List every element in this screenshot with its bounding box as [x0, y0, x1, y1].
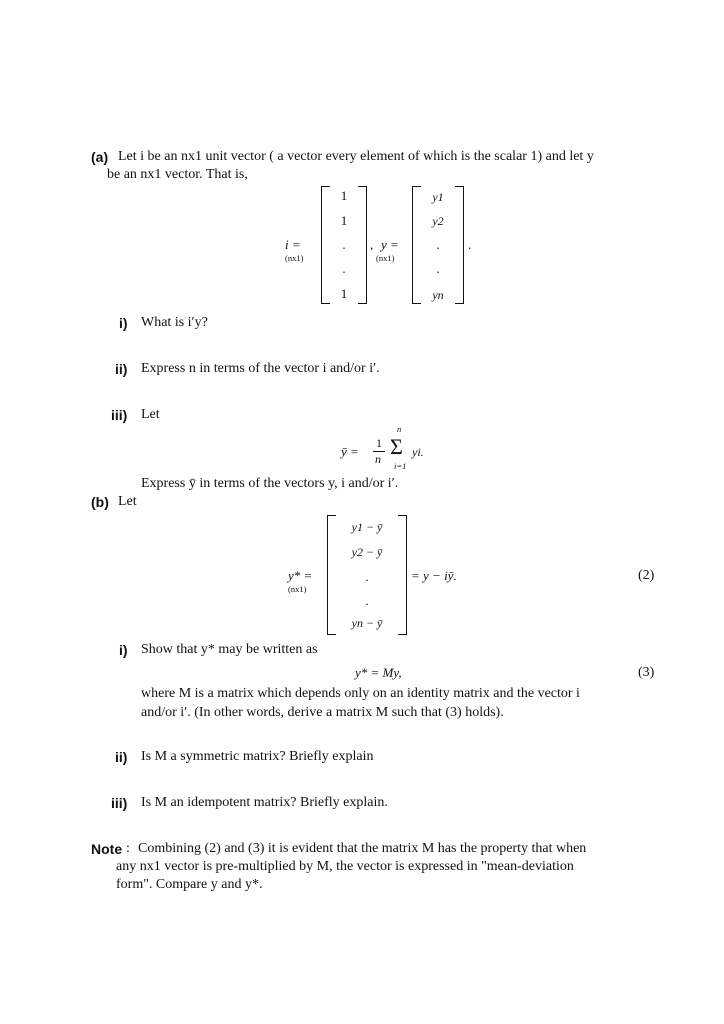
ybar-lhs: ȳ = — [341, 444, 359, 459]
note-line-1: Combining (2) and (3) it is evident that the matrix M has the property that when — [138, 841, 587, 856]
sum-symbol: Σ — [390, 434, 403, 459]
note-line-3: form". Compare y and y*. — [116, 877, 263, 892]
y-entry: y1 — [432, 190, 444, 204]
part-b-text: Let — [118, 494, 137, 509]
i-left-bracket — [321, 186, 330, 304]
part-a-label: (a) — [91, 149, 109, 165]
equation-number-3: (3) — [638, 665, 655, 680]
ybar-fraction-numerator: 1 — [376, 436, 382, 450]
i-entry: 1 — [340, 213, 348, 228]
ybar-summand: yi. — [412, 445, 424, 459]
part-b-question-1-text: Show that y* may be written as — [141, 642, 318, 657]
i-entry: 1 — [340, 286, 348, 301]
i-entry: . — [342, 237, 346, 252]
i-entry: 1 — [340, 188, 348, 203]
note-line-2: any nx1 vector is pre-multiplied by M, the vector is expressed in "mean-deviation — [116, 859, 574, 874]
part-a-question-1-label: i) — [119, 315, 128, 331]
y-entry: yn — [432, 288, 444, 302]
part-b-question-1-where-2: and/or i′. (In other words, derive a matrix M such that (3) holds). — [141, 705, 504, 720]
ystar-left-bracket — [327, 515, 336, 635]
y-vector-lhs: y = — [381, 237, 399, 252]
vector-end-period: . — [468, 237, 472, 252]
part-a-question-3-text: Let — [141, 407, 160, 422]
part-b-question-1-label: i) — [119, 642, 128, 658]
ystar-entry: y1 − ȳ — [351, 520, 383, 534]
equation-number-2: (2) — [638, 568, 655, 583]
y-left-bracket — [412, 186, 421, 304]
ystar-rhs: = y − iȳ. — [411, 568, 457, 583]
part-b-question-3-label: iii) — [111, 795, 128, 811]
ystar-entry: y2 − ȳ — [351, 545, 383, 559]
i-vector-lhs: i = — [285, 237, 301, 252]
i-right-bracket — [358, 186, 367, 304]
note-colon: : — [126, 841, 130, 856]
vector-separator: , — [370, 237, 374, 252]
y-right-bracket — [455, 186, 464, 304]
part-a-question-3-express: Express ȳ in terms of the vectors y, i and/or i′. — [141, 476, 399, 491]
y-vector-dimension: (nx1) — [376, 253, 395, 263]
sum-lower-limit: i=1 — [394, 461, 407, 471]
part-b-question-1-where-1: where M is a matrix which depends only on an identity matrix and the vector i — [141, 686, 580, 701]
part-b-question-2-label: ii) — [115, 749, 128, 765]
part-a-question-3-label: iii) — [111, 407, 128, 423]
part-a-line-1: Let i be an nx1 unit vector ( a vector every element of which is the scalar 1) and let y — [118, 149, 594, 164]
ystar-entry: . — [365, 593, 369, 608]
i-entry: . — [342, 261, 346, 276]
ystar-right-bracket — [398, 515, 407, 635]
ystar-lhs: y* = — [288, 568, 313, 583]
ybar-fraction-denominator: n — [375, 452, 381, 466]
part-a-question-1-text: What is i′y? — [141, 315, 208, 330]
part-a-question-2-label: ii) — [115, 361, 128, 377]
y-entry: . — [436, 261, 440, 276]
part-b-question-3-text: Is M an idempotent matrix? Briefly explain. — [141, 795, 388, 810]
y-entry: y2 — [432, 214, 444, 228]
ystar-dimension: (nx1) — [288, 584, 307, 594]
part-a-question-2-text: Express n in terms of the vector i and/or i′. — [141, 361, 380, 376]
i-vector-dimension: (nx1) — [285, 253, 304, 263]
ystar-entry: . — [365, 569, 369, 584]
part-b-label: (b) — [91, 494, 109, 510]
note-label: Note — [91, 841, 123, 857]
part-b-question-2-text: Is M a symmetric matrix? Briefly explain — [141, 749, 374, 764]
equation-3-body: y* = My, — [355, 665, 402, 680]
y-entry: . — [436, 237, 440, 252]
part-a-line-2: be an nx1 vector. That is, — [107, 167, 248, 182]
ystar-entry: yn − ȳ — [351, 616, 383, 630]
sum-upper-limit: n — [397, 424, 402, 434]
